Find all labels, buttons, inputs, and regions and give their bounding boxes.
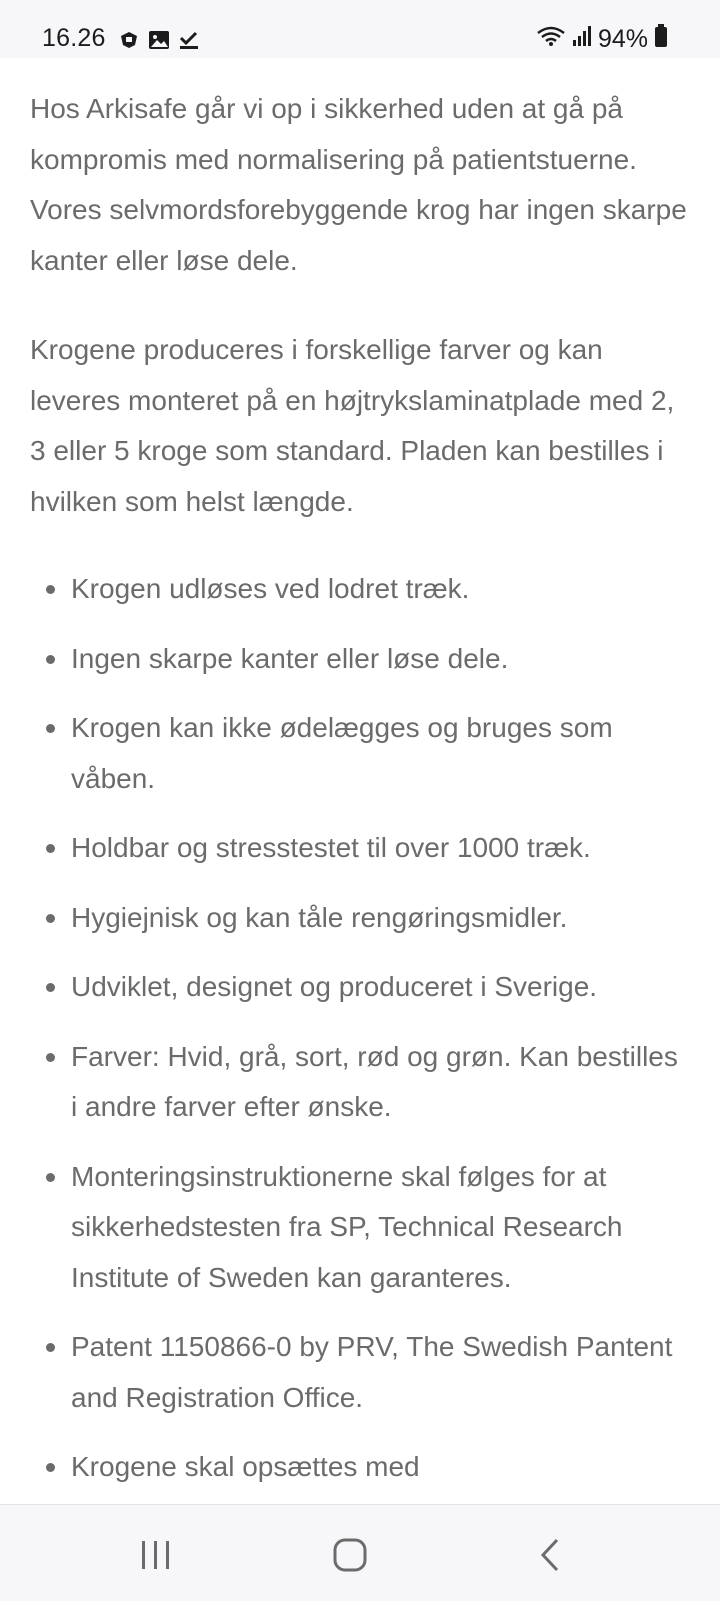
- gallery-icon: [148, 28, 170, 57]
- list-item-text: Hygiejnisk og kan tåle rengøringsmidler.: [71, 901, 568, 933]
- bullet-icon: [46, 655, 55, 664]
- list-item-text: Holdbar og stresstestet til over 1000 træk.: [71, 832, 591, 863]
- recent-apps-button[interactable]: [126, 1525, 186, 1585]
- bullet-icon: [46, 914, 55, 923]
- product-paragraph: Krogene produceres i forskellige farver og kan leveres monteret på en højtrykslaminatplade med 2, 3 eller 5 kroge som standard. Pladen kan bestilles i hvilken som helst længde.: [30, 334, 675, 517]
- bullet-icon: [46, 844, 55, 853]
- list-item: [0, 703, 720, 804]
- list-item-text: Farver: Hvid, grå, sort, rød og grøn. Kan bestilles i andre farver efter ønske.: [71, 1040, 678, 1122]
- list-item-text: Patent 1150866-0 by PRV, The Swedish Pantent and Registration Office.: [71, 1331, 673, 1413]
- list-item-text: Krogen kan ikke ødelægges og bruges som våben.: [71, 712, 613, 794]
- list-item: [0, 1322, 720, 1423]
- battery-icon: [654, 24, 668, 55]
- list-item: [0, 1032, 720, 1133]
- list-item: [0, 1442, 720, 1493]
- recent-apps-icon: [138, 1539, 174, 1571]
- bullet-icon: [46, 1053, 55, 1062]
- list-item: [0, 893, 720, 944]
- wifi-icon: [536, 25, 566, 54]
- back-button[interactable]: [520, 1525, 580, 1585]
- list-item: [0, 634, 720, 685]
- navigation-bar: [0, 1504, 720, 1601]
- status-time: 16.26: [42, 24, 106, 52]
- list-item: [0, 1152, 720, 1304]
- home-button[interactable]: [320, 1525, 380, 1585]
- home-icon: [332, 1537, 368, 1573]
- back-icon: [535, 1537, 565, 1573]
- page-content: [0, 58, 720, 1504]
- list-item-text: Udviklet, designet og produceret i Sverige.: [71, 971, 598, 1002]
- bullet-icon: [46, 585, 55, 594]
- signal-icon: [572, 25, 592, 54]
- intro-paragraph: Hos Arkisafe går vi op i sikkerhed uden at gå på kompromis med normalisering på patientstuerne. Vores selvmordsforebyggende krog har ingen skarpe kanter eller løse dele.: [30, 93, 687, 276]
- list-item-text: Ingen skarpe kanter eller løse dele.: [71, 642, 509, 674]
- bullet-icon: [46, 724, 55, 733]
- status-system-icons: [536, 24, 668, 55]
- list-item-text: Monteringsinstruktionerne skal følges for at sikkerhedstesten fra SP, Technical Research Institute of Sweden kan garanteres.: [71, 1160, 623, 1293]
- list-item: [0, 962, 720, 1013]
- bullet-icon: [46, 1463, 55, 1472]
- battery-percent: 94%: [597, 25, 648, 53]
- feature-list: [0, 564, 720, 1504]
- status-bar: [0, 0, 720, 58]
- list-item: [0, 823, 720, 874]
- check-icon: [178, 28, 200, 57]
- list-item-text: Krogen udløses ved lodret træk.: [71, 573, 470, 604]
- bullet-icon: [46, 1173, 55, 1182]
- list-item-text: Krogene skal opsættes med: [71, 1451, 420, 1482]
- bullet-icon: [46, 983, 55, 992]
- status-notification-icons: [118, 28, 200, 57]
- list-item: [0, 564, 720, 615]
- notification-icon: [118, 28, 140, 57]
- bullet-icon: [46, 1343, 55, 1352]
